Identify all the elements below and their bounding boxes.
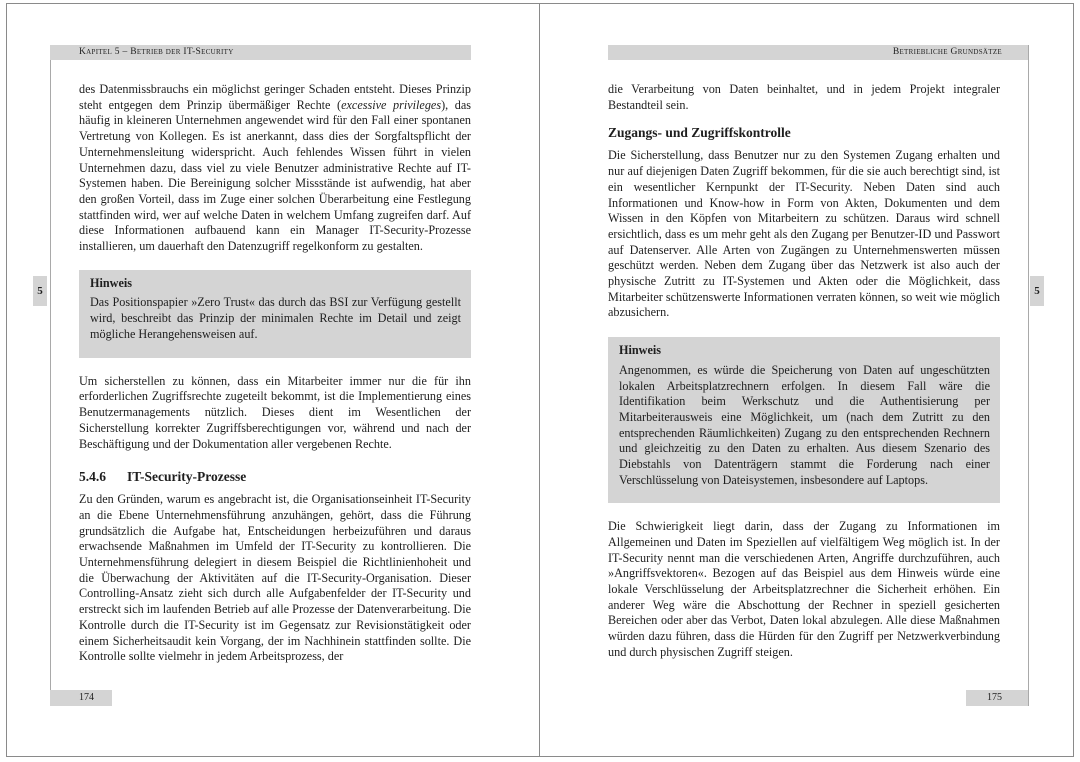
paragraph: Die Schwierigkeit liegt darin, dass der Zugang zu Informationen im Allgemeinen und Daten im Speziellen auf vielfältigem Weg möglich ist. In der IT-Security nennt man die verschiedenen Arten, Angriffe durchzuführen, auch »Angriffsvektoren«. Bezogen auf das Beispiel aus dem Hinweis würde eine lokale Verschlüsselung der Arbeitsplatzrechner die Sicherheit erhöhen. Ein anderer Weg wäre die Abschottung der Rechner in speziell gesicherten Bereichen oder aber das Verbot, Daten lokal abzulegen. Alle diese Maßnahmen würden dazu führen, dass die Hürden für den Zugriff per Netzwerkverbindung und durch physischen Zugriff steigen.: [608, 519, 1000, 659]
thumb-tab-right: 5: [1030, 276, 1044, 306]
running-head-right: Betriebliche Grundsätze: [608, 45, 1028, 60]
section-number: 5.4.6: [79, 469, 106, 485]
hint-title: Hinweis: [619, 343, 661, 358]
paragraph: des Datenmissbrauchs ein möglichst geringer Schaden entsteht. Dieses Prinzip steht entgegen dem Prinzip übermäßiger Rechte (excessive privileges), das häufig in kleineren Unternehmen angewendet wird für den Fall einer spontanen Vertretung von Kollegen. Es ist anerkannt, dass dies der Sorgfaltspflicht der Unternehmensleitung widerspricht. Auch fehlendes Wissen führt in vielen Unternehmen dazu, dass viel zu viele Benutzer administrative Rechte auf IT-Systemen haben. Die Bereinigung solcher Missstände ist aufwendig, hat aber den großen Vorteil, dass im Zuge einer solchen Überarbeitung eine Festlegung stattfinden wird, wer auf welche Daten in welchem Umfang zugreifen darf. Auf diese Informationen aufbauend kann ein Manager IT-Security-Prozesse installieren, um dauerhaft den Datenzugriff regelkonform zu gestalten.: [79, 82, 471, 254]
right-page: [540, 0, 1080, 762]
thumb-tab-left: 5: [33, 276, 47, 306]
emphasis: excessive privileges: [341, 97, 442, 112]
left-body: [79, 82, 471, 665]
hint-box: [79, 270, 471, 358]
hint-text: Angenommen, es würde die Speicherung von Daten auf ungeschützten lokalen Arbeitsplatzrechnern erfolgen. In diesem Fall wäre die Identifikation beim Werkschutz und die Authentisierung per Mitarbeiterausweis eine Möglichkeit, um (nach dem Zutritt zu den entsprechenden Räumlichkeiten) Zugang zu den entsprechenden Rechnern und gleichzeitig zu den Daten zu erhalten. Aus diesem Szenario des Diebstahls von Datenträgern stammt die Forderung nach einer Verschlüsselung von Dateisystemen, insbesondere auf Laptops.: [619, 362, 990, 487]
running-head-left: Kapitel 5 – Betrieb der IT-Security: [50, 45, 471, 60]
right-body: [608, 82, 1000, 660]
hint-box: [608, 337, 1000, 503]
subheading: Zugangs- und Zugriffskontrolle: [608, 125, 791, 141]
paragraph: Um sicherstellen zu können, dass ein Mitarbeiter immer nur die für ihn erforderlichen Zugriffsrechte zugeteilt bekommt, ist die Implementierung eines Benutzermanagements nützlich. Dieses dient im Wesentlichen der Sicherstellung korrekter Zugriffsberechtigungen vor, während und nach der Beschäftigung und der Dokumentation aller vergebenen Rechte.: [79, 373, 471, 451]
paragraph: Zu den Gründen, warum es angebracht ist, die Organisationseinheit IT-Security an die Ebene Unternehmensführung anzuhängen, gehört, dass die Führung grundsätzlich die Aufgabe hat, Entscheidungen herbeizuführen und daraus erwachsende Maßnahmen im Umfeld der IT-Security zu kontrollieren. Die Unternehmensführung delegiert in diesem Beispiel die Richtlinienhoheit und die Überwachung der Aktivitäten auf die IT-Security-Organisation. Dieser Controlling-Ansatz zieht sich durch alle Aufgabenfelder der IT-Security und erstreckt sich im laufenden Betrieb auf alle Prozesse der Datenverarbeitung. Die Kontrolle durch die IT-Security ist im Gegensatz zur Revisionstätigkeit oder einem Sicherheitsaudit kein Vorgang, der im Nachhinein stattfinden sollte. Die Kontrolle sollte vielmehr in jedem Arbeitsprozess, der: [79, 492, 471, 664]
left-margin-rule: [50, 45, 51, 706]
hint-title: Hinweis: [90, 275, 132, 290]
hint-text: Das Positionspapier »Zero Trust« das durch das BSI zur Verfügung gestellt wird, beschreibt das Prinzip der minimalen Rechte im Detail und zeigt mögliche Herangehensweisen auf.: [90, 295, 461, 341]
paragraph: Die Sicherstellung, dass Benutzer nur zu den Systemen Zugang erhalten und nur auf diejenigen Daten Zugriff bekommen, für die sie auch berechtigt sind, ist ein wesentlicher Kernpunkt der IT-Security. Neben Daten sind auch Informationen und Know-how in Form von Akten, Dokumenten und dem Wissen in den Köpfen von Mitarbeitern zu schützen. Daraus wird schnell ersichtlich, dass es um mehr geht als den Zugang per Benutzer-ID und Passwort auf Datenserver. Alle Arten von Zugängen zu Unternehmenswerten müssen geschützt werden. Neben dem Zugang über das Netzwerk ist also auch der physische Zutritt zu IT-Systemen und Akten oder die Möglichkeit, dass Mitarbeiter schützenswerte Informationen verraten können, so weit wie möglich abzusichern.: [608, 148, 1000, 320]
section-heading: [79, 468, 471, 485]
section-title: IT-Security-Prozesse: [127, 469, 247, 485]
page-number-left: 174: [50, 690, 112, 706]
right-margin-rule: [1028, 45, 1029, 706]
paragraph: die Verarbeitung von Daten beinhaltet, und in jedem Projekt integraler Bestandteil sein.: [608, 82, 1000, 112]
page-number-right: 175: [966, 690, 1028, 706]
